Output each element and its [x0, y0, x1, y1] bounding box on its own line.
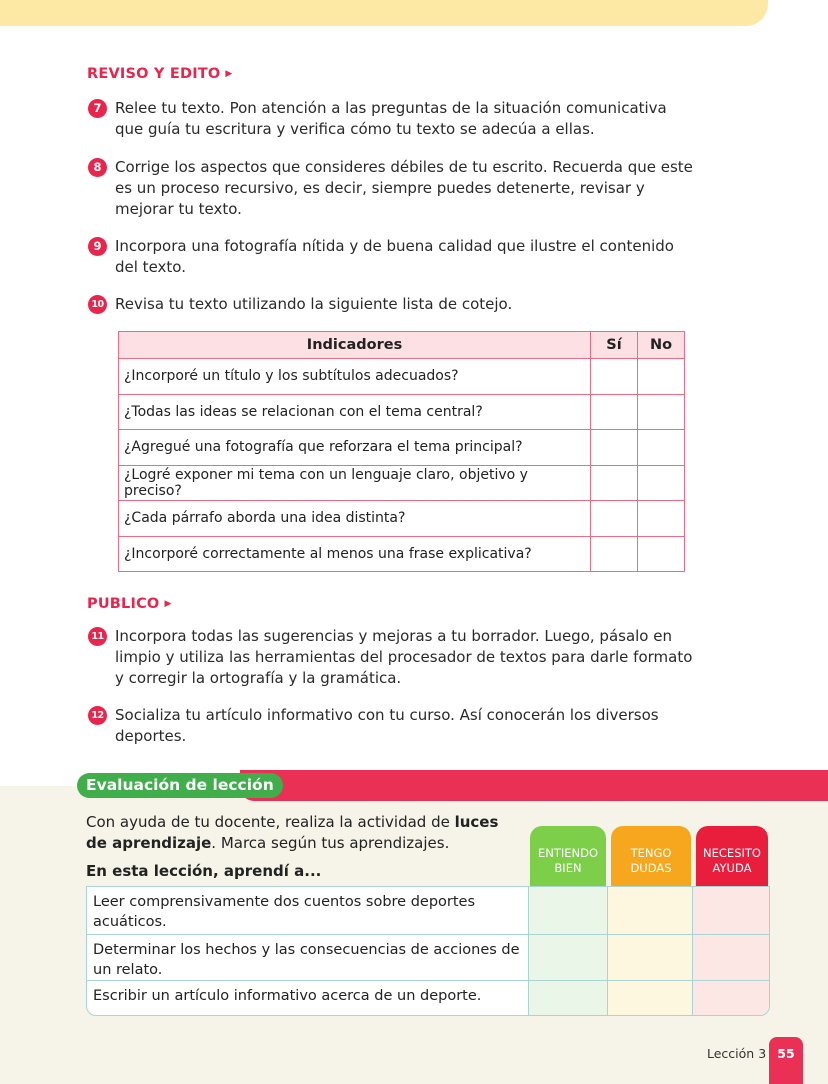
item-text: Relee tu texto. Pon atención a las preguntas de la situación comunicativa que guía tu escritura y verifica cómo tu texto se adecúa a ellas. — [115, 99, 667, 138]
item-number-badge: 9 — [88, 237, 107, 256]
item-text: Socializa tu artículo informativo con tu curso. Así conocerán los diversos deportes. — [115, 706, 659, 745]
indicator-cell: ¿Incorporé correctamente al menos una frase explicativa? — [119, 536, 591, 572]
table-row — [87, 887, 769, 934]
evaluation-table — [86, 886, 770, 1016]
item-number-badge: 10 — [88, 295, 107, 314]
evaluation-title: Evaluación de lección — [77, 773, 283, 798]
indicator-cell: ¿Incorporé un título y los subtítulos adecuados? — [119, 359, 591, 395]
mark-cell-dudas[interactable] — [608, 935, 693, 980]
check-cell-si[interactable] — [591, 536, 638, 572]
mark-cell-ayuda[interactable] — [693, 887, 769, 934]
mark-cell-dudas[interactable] — [608, 887, 693, 934]
check-cell-no[interactable] — [638, 465, 685, 501]
table-row — [119, 465, 685, 501]
list-item — [88, 98, 698, 140]
check-cell-si[interactable] — [591, 394, 638, 430]
section-title-reviso: REVISO Y EDITO ▶ — [87, 66, 233, 82]
evaluation-subtitle: En esta lección, aprendí a... — [86, 862, 322, 880]
item-number-badge: 11 — [88, 627, 107, 646]
arrow-right-icon: ▶ — [225, 69, 233, 79]
learning-item: Leer comprensivamente dos cuentos sobre deportes acuáticos. — [87, 887, 529, 934]
item-text: Incorpora todas las sugerencias y mejoras a tu borrador. Luego, pásalo en limpio y utiliza las herramientas del procesador de textos para darle formato y corregir la ortografía y la gramática. — [115, 627, 693, 687]
check-cell-no[interactable] — [638, 536, 685, 572]
mark-cell-dudas[interactable] — [608, 981, 693, 1015]
list-item — [88, 157, 698, 220]
indicator-cell: ¿Cada párrafo aborda una idea distinta? — [119, 501, 591, 537]
table-row — [87, 980, 769, 1015]
list-item — [88, 294, 698, 315]
list-item — [88, 705, 698, 747]
item-text: Revisa tu texto utilizando la siguiente lista de cotejo. — [115, 295, 513, 313]
table-row — [119, 536, 685, 572]
level-header-dudas: TENGO DUDAS — [611, 826, 691, 887]
checklist-table — [118, 331, 685, 572]
section-title-publico: PUBLICO ▶ — [87, 596, 172, 612]
table-row — [119, 394, 685, 430]
check-cell-no[interactable] — [638, 430, 685, 466]
top-decorative-band — [0, 0, 768, 26]
indicator-cell: ¿Todas las ideas se relacionan con el tema central? — [119, 394, 591, 430]
header-no: No — [638, 332, 685, 359]
arrow-right-icon: ▶ — [164, 599, 172, 609]
item-text: Corrige los aspectos que consideres débiles de tu escrito. Recuerda que este es un proceso recursivo, es decir, siempre puedes detenerte, revisar y mejorar tu texto. — [115, 158, 693, 218]
learning-item: Escribir un artículo informativo acerca de un deporte. — [87, 981, 529, 1015]
check-cell-no[interactable] — [638, 359, 685, 395]
indicator-cell: ¿Agregué una fotografía que reforzara el tema principal? — [119, 430, 591, 466]
header-indicadores: Indicadores — [119, 332, 591, 359]
item-number-badge: 7 — [88, 99, 107, 118]
mark-cell-entiendo[interactable] — [529, 981, 608, 1015]
check-cell-si[interactable] — [591, 465, 638, 501]
level-header-entiendo: ENTIENDO BIEN — [530, 826, 606, 887]
check-cell-no[interactable] — [638, 501, 685, 537]
header-si: Sí — [591, 332, 638, 359]
list-item — [88, 236, 698, 278]
check-cell-si[interactable] — [591, 501, 638, 537]
table-row — [119, 501, 685, 537]
table-row — [87, 934, 769, 980]
list-item — [88, 626, 698, 689]
level-header-ayuda: NECESITO AYUDA — [696, 826, 768, 887]
learning-item: Determinar los hechos y las consecuencias de acciones de un relato. — [87, 935, 529, 980]
table-row — [119, 430, 685, 466]
evaluation-header-band — [240, 770, 828, 801]
check-cell-no[interactable] — [638, 394, 685, 430]
mark-cell-ayuda[interactable] — [693, 981, 769, 1015]
item-number-badge: 8 — [88, 158, 107, 177]
check-cell-si[interactable] — [591, 430, 638, 466]
item-number-badge: 12 — [88, 706, 107, 725]
table-row — [119, 359, 685, 395]
indicator-cell: ¿Logré exponer mi tema con un lenguaje claro, objetivo y preciso? — [119, 465, 591, 501]
check-cell-si[interactable] — [591, 359, 638, 395]
mark-cell-ayuda[interactable] — [693, 935, 769, 980]
lesson-label: Lección 3 — [707, 1046, 767, 1061]
page-number: 55 — [769, 1037, 803, 1084]
mark-cell-entiendo[interactable] — [529, 887, 608, 934]
item-text: Incorpora una fotografía nítida y de buena calidad que ilustre el contenido del texto. — [115, 237, 674, 276]
evaluation-intro: Con ayuda de tu docente, realiza la actividad de luces de aprendizaje. Marca según tus aprendizajes. — [86, 813, 499, 852]
mark-cell-entiendo[interactable] — [529, 935, 608, 980]
